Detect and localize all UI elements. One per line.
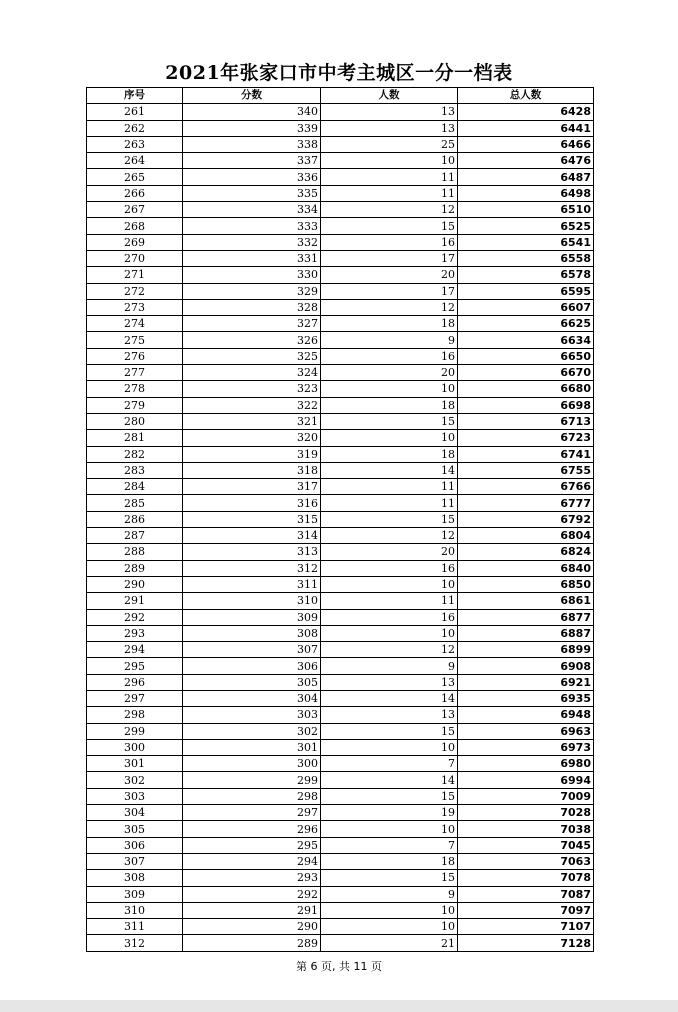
cell-score: 314 [183,528,321,544]
cell-total: 7097 [458,902,594,918]
cell-count: 10 [321,625,458,641]
cell-total: 7087 [458,886,594,902]
cell-score: 295 [183,837,321,853]
cell-score: 296 [183,821,321,837]
cell-seq: 304 [87,805,183,821]
table-row [87,756,594,772]
cell-score: 299 [183,772,321,788]
cell-total: 6650 [458,348,594,364]
cell-seq: 289 [87,560,183,576]
cell-total: 6973 [458,739,594,755]
cell-seq: 306 [87,837,183,853]
cell-total: 6578 [458,267,594,283]
table-row [87,805,594,821]
cell-score: 310 [183,593,321,609]
header-count: 人数 [321,88,458,104]
cell-total: 6792 [458,511,594,527]
cell-total: 6680 [458,381,594,397]
table-row [87,413,594,429]
cell-total: 6777 [458,495,594,511]
cell-total: 7038 [458,821,594,837]
cell-score: 328 [183,299,321,315]
cell-seq: 286 [87,511,183,527]
table-row [87,316,594,332]
cell-count: 9 [321,332,458,348]
cell-score: 335 [183,185,321,201]
cell-score: 304 [183,690,321,706]
cell-seq: 294 [87,642,183,658]
cell-seq: 295 [87,658,183,674]
cell-count: 12 [321,642,458,658]
table-row [87,625,594,641]
cell-score: 302 [183,723,321,739]
cell-total: 6741 [458,446,594,462]
cell-count: 9 [321,658,458,674]
cell-score: 309 [183,609,321,625]
cell-score: 305 [183,674,321,690]
table-row [87,739,594,755]
cell-total: 6595 [458,283,594,299]
page-title: 2021年张家口市中考主城区一分一档表 [165,62,513,84]
cell-count: 13 [321,104,458,120]
cell-seq: 297 [87,690,183,706]
cell-count: 20 [321,544,458,560]
cell-seq: 307 [87,853,183,869]
cell-seq: 268 [87,218,183,234]
cell-score: 316 [183,495,321,511]
cell-total: 6698 [458,397,594,413]
cell-score: 326 [183,332,321,348]
cell-seq: 301 [87,756,183,772]
cell-total: 6948 [458,707,594,723]
cell-seq: 287 [87,528,183,544]
cell-total: 6607 [458,299,594,315]
cell-total: 6525 [458,218,594,234]
table-row [87,495,594,511]
cell-count: 20 [321,365,458,381]
table-row [87,365,594,381]
table-row [87,332,594,348]
cell-score: 317 [183,479,321,495]
cell-count: 17 [321,250,458,266]
cell-total: 6670 [458,365,594,381]
cell-total: 6634 [458,332,594,348]
cell-score: 318 [183,462,321,478]
table-row [87,348,594,364]
cell-score: 323 [183,381,321,397]
cell-score: 311 [183,576,321,592]
cell-seq: 298 [87,707,183,723]
page-footer: 第 6 页, 共 11 页 [296,960,382,973]
table-row [87,690,594,706]
cell-count: 18 [321,853,458,869]
cell-score: 300 [183,756,321,772]
cell-seq: 305 [87,821,183,837]
score-table [86,87,594,952]
cell-total: 6466 [458,136,594,152]
cell-score: 312 [183,560,321,576]
cell-count: 14 [321,462,458,478]
cell-count: 18 [321,397,458,413]
cell-score: 331 [183,250,321,266]
table-row [87,381,594,397]
table-row [87,430,594,446]
cell-total: 6713 [458,413,594,429]
cell-score: 301 [183,739,321,755]
cell-count: 11 [321,185,458,201]
cell-score: 324 [183,365,321,381]
cell-total: 7063 [458,853,594,869]
cell-count: 16 [321,348,458,364]
cell-score: 336 [183,169,321,185]
table-row [87,479,594,495]
cell-total: 7128 [458,935,594,951]
table-row [87,267,594,283]
header-seq: 序号 [87,88,183,104]
cell-score: 298 [183,788,321,804]
cell-count: 10 [321,919,458,935]
cell-total: 7078 [458,870,594,886]
table-row [87,919,594,935]
cell-seq: 291 [87,593,183,609]
cell-seq: 264 [87,153,183,169]
table-row [87,169,594,185]
cell-score: 290 [183,919,321,935]
table-row [87,218,594,234]
cell-score: 319 [183,446,321,462]
cell-total: 6498 [458,185,594,201]
cell-count: 11 [321,593,458,609]
cell-total: 6899 [458,642,594,658]
cell-score: 329 [183,283,321,299]
table-header-row [87,88,594,104]
cell-score: 332 [183,234,321,250]
cell-score: 303 [183,707,321,723]
table-row [87,821,594,837]
cell-score: 330 [183,267,321,283]
cell-count: 7 [321,756,458,772]
cell-total: 6980 [458,756,594,772]
cell-total: 7009 [458,788,594,804]
table-row [87,788,594,804]
cell-seq: 288 [87,544,183,560]
table-row [87,886,594,902]
cell-score: 333 [183,218,321,234]
table-row [87,544,594,560]
cell-count: 25 [321,136,458,152]
cell-count: 10 [321,576,458,592]
table-row [87,104,594,120]
cell-seq: 263 [87,136,183,152]
cell-count: 14 [321,772,458,788]
cell-total: 7045 [458,837,594,853]
cell-count: 12 [321,202,458,218]
cell-seq: 299 [87,723,183,739]
cell-count: 16 [321,609,458,625]
cell-seq: 279 [87,397,183,413]
cell-seq: 284 [87,479,183,495]
cell-seq: 290 [87,576,183,592]
cell-total: 6935 [458,690,594,706]
table-row [87,658,594,674]
cell-count: 12 [321,528,458,544]
table-row [87,674,594,690]
cell-count: 15 [321,870,458,886]
cell-total: 6887 [458,625,594,641]
cell-count: 12 [321,299,458,315]
cell-score: 306 [183,658,321,674]
cell-seq: 261 [87,104,183,120]
cell-total: 6877 [458,609,594,625]
table-row [87,853,594,869]
header-score: 分数 [183,88,321,104]
cell-total: 6963 [458,723,594,739]
cell-count: 10 [321,739,458,755]
table-row [87,723,594,739]
cell-total: 6766 [458,479,594,495]
cell-seq: 272 [87,283,183,299]
table-row [87,576,594,592]
cell-count: 10 [321,430,458,446]
cell-total: 6723 [458,430,594,446]
cell-score: 297 [183,805,321,821]
cell-score: 313 [183,544,321,560]
table-row [87,593,594,609]
table-row [87,136,594,152]
cell-seq: 271 [87,267,183,283]
cell-count: 19 [321,805,458,821]
header-total: 总人数 [458,88,594,104]
cell-count: 18 [321,446,458,462]
table-row [87,511,594,527]
cell-score: 294 [183,853,321,869]
cell-total: 6428 [458,104,594,120]
cell-count: 13 [321,674,458,690]
cell-seq: 303 [87,788,183,804]
cell-score: 334 [183,202,321,218]
cell-seq: 276 [87,348,183,364]
table-row [87,935,594,951]
cell-seq: 269 [87,234,183,250]
cell-count: 10 [321,902,458,918]
cell-seq: 266 [87,185,183,201]
cell-count: 11 [321,495,458,511]
cell-count: 17 [321,283,458,299]
table-row [87,870,594,886]
cell-total: 7028 [458,805,594,821]
table-row [87,397,594,413]
cell-total: 6840 [458,560,594,576]
cell-score: 325 [183,348,321,364]
cell-seq: 277 [87,365,183,381]
cell-count: 11 [321,169,458,185]
cell-score: 338 [183,136,321,152]
cell-score: 292 [183,886,321,902]
cell-seq: 278 [87,381,183,397]
table-row [87,446,594,462]
cell-seq: 296 [87,674,183,690]
table-row [87,707,594,723]
cell-count: 7 [321,837,458,853]
cell-count: 15 [321,413,458,429]
cell-score: 293 [183,870,321,886]
cell-count: 16 [321,234,458,250]
cell-total: 6476 [458,153,594,169]
cell-count: 15 [321,511,458,527]
table-row [87,560,594,576]
cell-total: 6510 [458,202,594,218]
cell-seq: 300 [87,739,183,755]
cell-score: 315 [183,511,321,527]
cell-seq: 275 [87,332,183,348]
cell-count: 13 [321,707,458,723]
cell-total: 6921 [458,674,594,690]
cell-total: 6908 [458,658,594,674]
cell-seq: 281 [87,430,183,446]
cell-count: 13 [321,120,458,136]
cell-score: 327 [183,316,321,332]
cell-count: 11 [321,479,458,495]
cell-seq: 308 [87,870,183,886]
cell-count: 20 [321,267,458,283]
table-row [87,120,594,136]
cell-total: 6824 [458,544,594,560]
cell-seq: 312 [87,935,183,951]
table-row [87,299,594,315]
cell-score: 321 [183,413,321,429]
cell-count: 14 [321,690,458,706]
table-row [87,902,594,918]
cell-total: 6755 [458,462,594,478]
table-row [87,772,594,788]
cell-count: 21 [321,935,458,951]
cell-seq: 282 [87,446,183,462]
cell-total: 6625 [458,316,594,332]
cell-seq: 267 [87,202,183,218]
table-row [87,283,594,299]
cell-score: 308 [183,625,321,641]
cell-count: 16 [321,560,458,576]
cell-total: 6850 [458,576,594,592]
cell-score: 307 [183,642,321,658]
table-row [87,250,594,266]
table-row [87,234,594,250]
cell-seq: 280 [87,413,183,429]
cell-total: 6558 [458,250,594,266]
cell-count: 10 [321,153,458,169]
cell-count: 9 [321,886,458,902]
cell-seq: 292 [87,609,183,625]
cell-score: 340 [183,104,321,120]
cell-count: 10 [321,381,458,397]
cell-count: 15 [321,788,458,804]
table-row [87,528,594,544]
cell-count: 15 [321,218,458,234]
cell-count: 15 [321,723,458,739]
cell-total: 6861 [458,593,594,609]
table-row [87,202,594,218]
table-row [87,609,594,625]
cell-score: 291 [183,902,321,918]
cell-score: 339 [183,120,321,136]
cell-seq: 283 [87,462,183,478]
cell-seq: 262 [87,120,183,136]
cell-seq: 310 [87,902,183,918]
cell-total: 6441 [458,120,594,136]
cell-total: 6487 [458,169,594,185]
table-row [87,642,594,658]
table-row [87,185,594,201]
cell-seq: 274 [87,316,183,332]
cell-seq: 285 [87,495,183,511]
cell-score: 320 [183,430,321,446]
table-row [87,837,594,853]
cell-seq: 270 [87,250,183,266]
cell-total: 6541 [458,234,594,250]
bottom-scroll-band [0,1000,678,1012]
table-row [87,462,594,478]
cell-score: 322 [183,397,321,413]
cell-seq: 273 [87,299,183,315]
cell-seq: 293 [87,625,183,641]
cell-total: 6804 [458,528,594,544]
cell-seq: 309 [87,886,183,902]
cell-seq: 311 [87,919,183,935]
cell-seq: 265 [87,169,183,185]
cell-count: 18 [321,316,458,332]
cell-count: 10 [321,821,458,837]
cell-total: 6994 [458,772,594,788]
cell-score: 337 [183,153,321,169]
table-row [87,153,594,169]
cell-seq: 302 [87,772,183,788]
cell-score: 289 [183,935,321,951]
cell-total: 7107 [458,919,594,935]
